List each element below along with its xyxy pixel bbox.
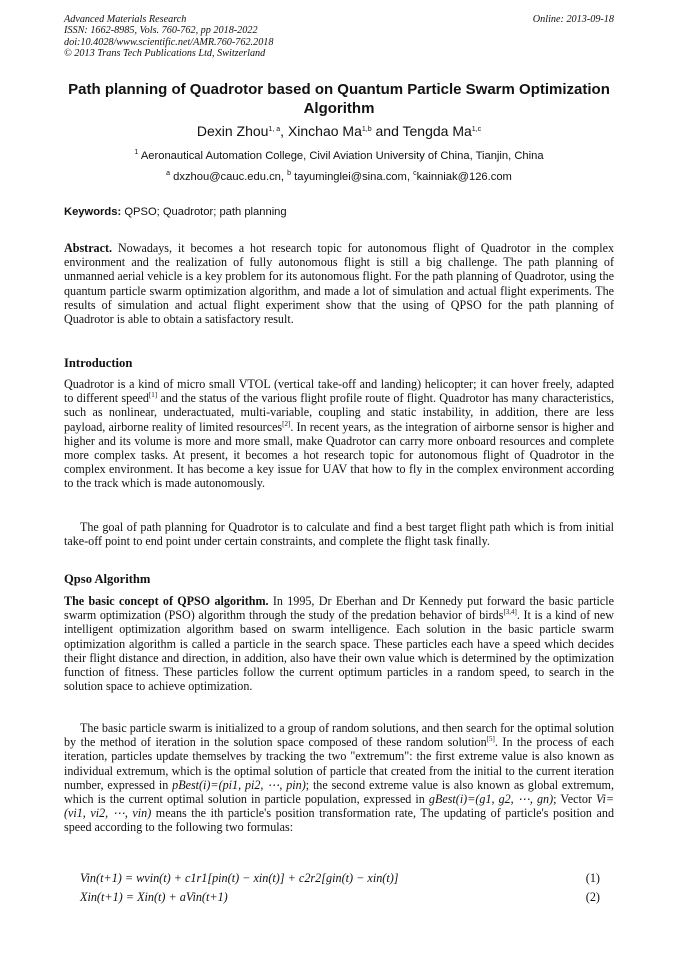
- velocity-vector-expression: Vi=(vi1, vi2, ⋯, vin): [64, 792, 614, 821]
- author-affil-sup: 1, a: [268, 126, 281, 133]
- issn-line: ISSN: 1662-8985, Vols. 760-762, pp 2018-2022: [64, 25, 258, 37]
- gbest-expression: gBest(i)=(g1, g2, ⋯, gn): [428, 792, 554, 807]
- paragraph-text: The basic particle swarm is initialized to a group of random solutions, and then search for the optimal solution by the method of iteration in the solution space composed of these random solution: [64, 721, 614, 750]
- paragraph-text: . It is a kind of new intelligent optimization algorithm based on swarm intelligence. Each solution in the basic particle swarm optimization algorithm is called a particle in the search space. These particles each have a speed which decides their flight distance and direction, in addition, also have their own value which is determined by the optimization function of fitness. These particles follow the current optimum particles in a random speed, to search in the solution space to achieve optimization.: [64, 608, 614, 694]
- paragraph-text: In 1995, Dr Eberhan and Dr Kennedy put forward the basic particle swarm optimization (PSO) algorithm through the study of the predation behavior of birds: [64, 594, 614, 623]
- section-heading-qpso: Qpso Algorithm: [64, 572, 151, 586]
- copyright-line: © 2013 Trans Tech Publications Ltd, Switzerland: [64, 48, 266, 60]
- section-heading-introduction: Introduction: [64, 356, 133, 370]
- citation[interactable]: [3,4]: [503, 608, 517, 617]
- online-date: Online: 2013-09-18: [532, 14, 614, 25]
- paragraph-text: ; Vector: [553, 792, 596, 807]
- author-name: Xinchao Ma: [287, 123, 362, 139]
- intro-paragraph-2: The goal of path planning for Quadrotor is to calculate and find a best target flight path which is from initial take-off point to end point under certain constraints, and complete the flight task finally.: [64, 520, 614, 549]
- keywords-label: Keywords:: [64, 206, 122, 218]
- abstract-label: Abstract.: [64, 241, 113, 255]
- citation[interactable]: [1]: [148, 391, 158, 400]
- paper-title: Path planning of Quadrotor based on Quantum Particle Swarm Optimization Algorithm: [68, 81, 610, 117]
- keywords: [64, 206, 614, 218]
- paragraph-text: . In recent years, as the integration of airborne sensor is higher and higher and its volume is more and more small, make Quadrotor can carry more onboard resources and complete more complex tasks. At present, it becomes a hot research topic for autonomous flight of Quadrotor in the complex environment. It has become a key issue for UAV that how to fly in the complex environment according to the track which is made autonomously.: [64, 419, 615, 491]
- author-separator: and: [371, 123, 403, 139]
- qpso-paragraph-1: [64, 594, 614, 693]
- equation-number: (1): [585, 871, 600, 885]
- equation-number: (2): [585, 890, 600, 904]
- abstract: [64, 241, 614, 326]
- email-sup: a: [166, 170, 171, 177]
- paragraph-text: Quadrotor is a kind of micro small VTOL (vertical take-off and landing) helicopter; it can hover freely, adapted to different speed: [64, 377, 614, 406]
- paragraph-text: . In the process of each iteration, particles update themselves by tracking the two "extremum": the first extreme value is also known as individual extremum, which is the optimal solution of particle that created from the initial to the current iteration number, expressed in: [64, 735, 615, 792]
- author-list: [64, 123, 614, 139]
- email-sup: c: [413, 170, 417, 177]
- qpso-paragraph-2: [64, 721, 614, 835]
- affiliation-text: Aeronautical Automation College, Civil Aviation University of China, Tianjin, China: [140, 150, 544, 162]
- author-separator: ,: [280, 123, 288, 139]
- email-sup: b: [287, 170, 292, 177]
- affiliation-sup: 1: [134, 149, 139, 156]
- equation-1: [80, 871, 600, 886]
- email-link[interactable]: kainniak@126.com: [416, 171, 512, 183]
- email-line: [64, 171, 614, 183]
- paragraph-text: and the status of the various flight profile route of flight. Quadrotor has many characteristics, such as nonlinear, underactuated, multi-variable, coupling and static instability, in addition, there are less payload, airborne reality of limited resources: [64, 391, 614, 434]
- abstract-text: Nowadays, it becomes a hot research topic for autonomous flight of Quadrotor in the complex environment and the realization of fully autonomous flight is still a big challenge. The path planning of unmanned aerial vehicle is a key problem for its autonomous flight. For the path planning of Quadrotor, using the quantum particle swarm optimization algorithm, and made a lot of simulation and actual flight experiments. The results of simulation and actual flight experiment show that the using of QPSO for the path planning of Quadrotor is able to obtain a satisfactory result.: [64, 241, 614, 327]
- equation-text: Vin(t+1) = wvin(t) + c1r1[pin(t) − xin(t)] + c2r2[gin(t) − xin(t)]: [80, 871, 399, 885]
- pbest-expression: pBest(i)=(pi1, pi2, ⋯, pin): [172, 777, 306, 792]
- page-header: [64, 14, 614, 60]
- keywords-text: QPSO; Quadrotor; path planning: [124, 206, 287, 218]
- subsection-heading: The basic concept of QPSO algorithm.: [64, 594, 269, 608]
- intro-paragraph-1: [64, 377, 614, 491]
- citation[interactable]: [5]: [486, 735, 495, 744]
- author-name: Tengda Ma: [402, 123, 472, 139]
- journal-name: Advanced Materials Research: [64, 14, 187, 25]
- paragraph-text: means the ith particle's position transformation rate, The updating of particle's position and speed according to the following two formulas:: [64, 806, 614, 835]
- equation-2: [80, 890, 600, 905]
- author-affil-sup: 1,c: [471, 126, 482, 133]
- doi-line: doi:10.4028/www.scientific.net/AMR.760-762.2018: [64, 36, 274, 48]
- author-name: Dexin Zhou: [196, 123, 269, 139]
- citation[interactable]: [2]: [282, 419, 291, 428]
- author-affil-sup: 1,b: [361, 126, 372, 133]
- affiliation: [64, 150, 614, 162]
- equation-text: Xin(t+1) = Xin(t) + aVin(t+1): [80, 890, 228, 904]
- email-link[interactable]: dxzhou@cauc.edu.cn,: [173, 171, 288, 183]
- email-link[interactable]: tayuminglei@sina.com,: [294, 171, 414, 183]
- paragraph-text: ; the second extreme value is also known as global extremum, which is the current optimal solution in particle population, expressed in: [64, 777, 614, 807]
